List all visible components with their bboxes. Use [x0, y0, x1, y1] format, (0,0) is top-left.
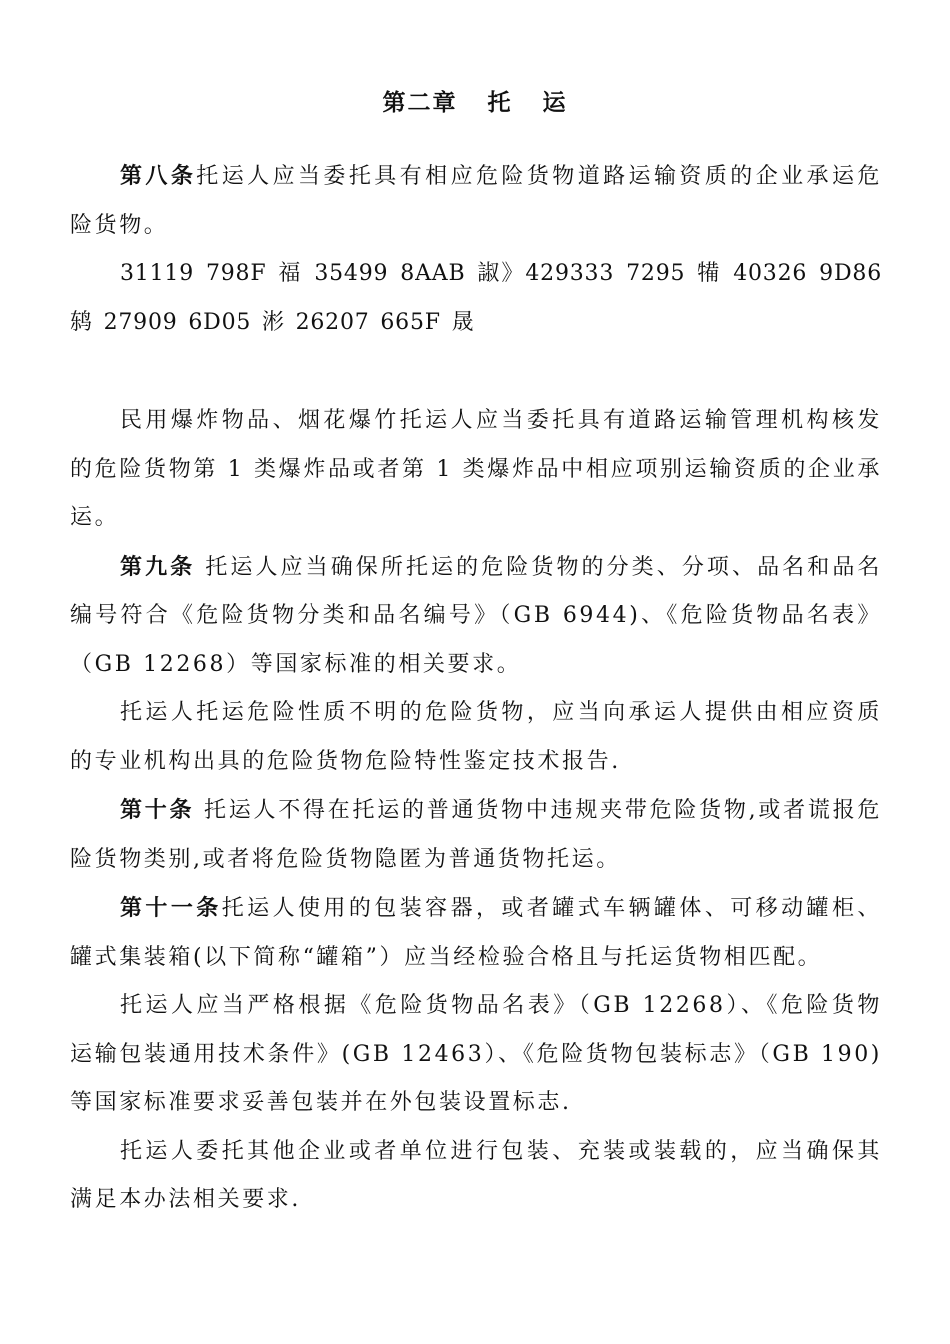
blank-gap	[70, 347, 882, 397]
article-11-paragraph	[70, 884, 882, 982]
delegated-packing-paragraph	[70, 1128, 882, 1225]
code-text-paragraph	[70, 250, 882, 347]
paragraph-text: 托运人委托其他企业或者单位进行包装、充装或装载的，应当确保其满足本办法相关要求.	[70, 1138, 882, 1212]
paragraph-text: 托运人不得在托运的普通货物中违规夹带危险货物,或者谎报危险货物类别,或者将危险货物隐匿为普通货物托运。	[70, 798, 882, 872]
article-10-paragraph	[70, 786, 882, 884]
paragraph-text: 托运人使用的包装容器，或者罐式车辆罐体、可移动罐柜、罐式集装箱(以下简称“罐箱”）应当经检验合格且与托运货物相匹配。	[70, 896, 882, 970]
unknown-hazard-paragraph	[70, 689, 882, 786]
article-number: 第九条	[120, 553, 196, 580]
paragraph-text: 托运人应当确保所托运的危险货物的分类、分项、品名和品名编号符合《危险货物分类和品名编号》（GB 6944)、《危险货物品名表》（GB 12268）等国家标准的相关要求。	[70, 554, 882, 677]
paragraph-text: 31119 798F 福 35499 8AAB 諔》429333 7295 犕 40326 9D86 鸫 27909 6D05 涁 26207 665F 晟	[70, 261, 882, 335]
paragraph-text: 民用爆炸物品、烟花爆竹托运人应当委托具有道路运输管理机构核发的危险货物第 1 类爆炸品或者第 1 类爆炸品中相应项别运输资质的企业承运。	[70, 408, 882, 530]
paragraph-text: 托运人应当委托具有相应危险货物道路运输资质的企业承运危险货物。	[70, 164, 883, 238]
explosives-paragraph	[70, 397, 882, 543]
packaging-standards-paragraph	[70, 982, 882, 1128]
article-9-paragraph	[70, 543, 882, 690]
paragraph-text: 托运人应当严格根据《危险货物品名表》（GB 12268）、《危险货物运输包装通用技术条件》(GB 12463）、《危险货物包装标志》（GB 190)等国家标准要求妥善包装并在外包装设置标志.	[70, 993, 882, 1115]
chapter-title: 第二章 托 运	[382, 89, 568, 116]
article-number: 第十条	[120, 797, 195, 823]
article-number: 第八条	[120, 163, 197, 189]
document-body	[70, 152, 882, 1225]
paragraph-text: 托运人托运危险性质不明的危险货物，应当向承运人提供由相应资质的专业机构出具的危险货物危险特性鉴定技术报告.	[70, 700, 882, 774]
article-number: 第十一条	[120, 895, 222, 921]
article-8-paragraph	[70, 152, 882, 250]
